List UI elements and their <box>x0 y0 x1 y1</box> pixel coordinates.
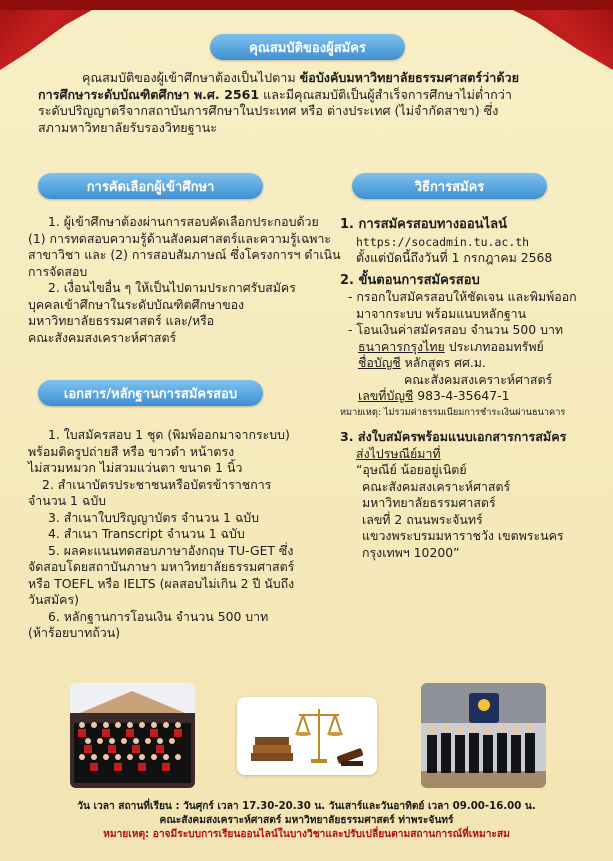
documents-line: 6. หลักฐานการโอนเงิน จำนวน 500 บาท <box>48 608 269 624</box>
footer <box>0 800 613 861</box>
footer-schedule: วัน เวลา สถานที่เรียน : วันศุกร์ เวลา 17.30-20.30 น. วันเสาร์และวันอาทิตย์ เวลา 09.00-16.00 น. <box>77 801 536 812</box>
intro-line-2: การศึกษาระดับบัณฑิตศึกษา พ.ศ. 2561 และมีคุณสมบัติเป็นผู้สำเร็จการศึกษาไม่ต่ำกว่า <box>38 86 512 102</box>
apply-step-3-sub: ส่งไปรษณีย์มาที่ <box>356 445 441 461</box>
law-scale-photo <box>237 697 377 775</box>
address-line: มหาวิทยาลัยธรรมศาสตร์ <box>362 495 496 510</box>
address-line: เลขที่ 2 ถนนพระจันทร์ <box>362 511 483 527</box>
selection-line: มหาวิทยาลัยธรรมศาสตร์ และ/หรือ <box>28 313 215 328</box>
intro-line-4: สภามหาวิทยาลัยรับรองวิทยฐานะ <box>38 119 218 135</box>
selection-line: บุคคลเข้าศึกษาในระดับบัณฑิตศึกษาของ <box>28 296 245 312</box>
group-photo <box>421 683 546 788</box>
address-line: คณะสังคมสงเคราะห์ศาสตร์ <box>362 478 511 494</box>
intro-line-3: ระดับปริญญาตรีจากสถาบันการศึกษาในประเทศ หรือ ต่างประเทศ (ไม่จำกัดสาขา) ซึ่ง <box>38 103 499 118</box>
account-name-line: ชื่อบัญชี หลักสูตร ศศ.ม. <box>358 355 486 370</box>
curtain-valance <box>0 0 613 10</box>
apply-step-3-heading: 3. ส่งใบสมัครพร้อมแนบเอกสารการสมัคร <box>340 429 567 444</box>
bank-line: ธนาคารกรุงไทย ประเภทออมทรัพย์ <box>358 338 544 354</box>
documents-line: พร้อมติดรูปถ่ายสี หรือ ขาวดำ หน้าตรง <box>28 443 235 459</box>
address-line: แขวงพระบรมมหาราชวัง เขตพระนคร <box>362 528 564 543</box>
apply-date: ตั้งแต่บัดนี้ถึงวันที่ 1 กรกฎาคม 2568 <box>356 250 553 265</box>
bank-fee-note: หมายเหตุ: ไม่รวมค่าธรรมเนียมการชำระเงินผ่านธนาคาร <box>340 406 566 418</box>
graduation-photo <box>70 683 195 788</box>
graduation-photo-art <box>70 683 195 788</box>
documents-title: เอกสาร/หลักฐานการสมัครสอบ <box>38 380 263 406</box>
selection-line: 1. ผู้เข้าศึกษาต้องผ่านการสอบคัดเลือกประกอบด้วย <box>48 214 319 229</box>
footer-note: หมายเหตุ: อาจมีระบบการเรียนออนไลน์ในบางวิชาและปรับเปลี่ยนตามสถานการณ์ที่เหมาะสม <box>103 829 510 840</box>
documents-line: จำนวน 1 ฉบับ <box>28 493 107 508</box>
selection-line: สาขาวิชา และ (2) การสอบสัมภาษณ์ ซึ่งโครงการฯ ดำเนิน <box>28 247 341 262</box>
intro-line-1: คุณสมบัติของผู้เข้าศึกษาต้องเป็นไปตาม ข้อบังคับมหาวิทยาลัยธรรมศาสตร์ว่าด้วย <box>82 70 519 85</box>
documents-line: หรือ TOEFL หรือ IELTS (ผลสอบไม่เกิน 2 ปี นับถึง <box>28 575 295 591</box>
documents-line: (ห้าร้อยบาทถ้วน) <box>28 625 121 640</box>
apply-step-2-line: มาจากระบบ พร้อมแนบหลักฐาน <box>356 305 527 321</box>
selection-list <box>28 214 341 346</box>
documents-line: วันสมัคร) <box>28 592 79 607</box>
documents-line: 5. ผลคะแนนทดสอบภาษาอังกฤษ TU-GET ซึ่ง <box>48 542 294 558</box>
footer-location: คณะสังคมสงเคราะห์ศาสตร์ มหาวิทยาลัยธรรมศาสตร์ ท่าพระจันทร์ <box>159 815 454 826</box>
address-line: กรุงเทพฯ 10200” <box>362 544 460 560</box>
apply-step-2-line: - กรอกใบสมัครสอบให้ชัดเจน และพิมพ์ออก <box>348 289 577 304</box>
documents-line: 4. สำเนา Transcript จำนวน 1 ฉบับ <box>48 526 245 541</box>
selection-line: 2. เงื่อนไขอื่น ๆ ให้เป็นไปตามประกาศรับสมัคร <box>48 280 296 295</box>
curtain-right <box>493 0 613 70</box>
qualifications-title: คุณสมบัติของผู้สมัคร <box>210 34 405 60</box>
documents-line: จัดสอบโดยสถาบันภาษา มหาวิทยาลัยธรรมศาสตร์ <box>28 559 295 574</box>
group-photo-art <box>421 683 546 788</box>
account-name-line-2: คณะสังคมสงเคราะห์ศาสตร์ <box>404 371 553 387</box>
curtain-left <box>0 0 110 70</box>
apply-steps <box>340 217 608 561</box>
selection-line: คณะสังคมสงเคราะห์ศาสตร์ <box>28 329 177 345</box>
address-line: “อุษณีย์ น้อยอยู่เนิตย์ <box>356 462 467 477</box>
intro-paragraph <box>38 70 578 136</box>
scale-and-gavel-icon <box>237 697 377 775</box>
documents-line: ไม่สวมหมวก ไม่สวมแว่นตา ขนาด 1 นิ้ว <box>28 460 243 475</box>
documents-list <box>28 427 333 642</box>
apply-url: https://socadmin.tu.ac.th <box>356 234 530 249</box>
selection-line: (1) การทดสอบความรู้ด้านสังคมศาสตร์และความรู้เฉพาะ <box>28 230 332 246</box>
documents-line: 1. ใบสมัครสอบ 1 ชุด (พิมพ์ออกมาจากระบบ) <box>48 427 290 442</box>
selection-title: การคัดเลือกผู้เข้าศึกษา <box>38 173 263 199</box>
documents-line: 3. สำเนาใบปริญญาบัตร จำนวน 1 ฉบับ <box>48 509 260 525</box>
apply-step-2-heading: 2. ขั้นตอนการสมัครสอบ <box>340 272 480 288</box>
account-number-line: เลขที่บัญชี 983-4-35647-1 <box>358 388 510 403</box>
documents-line: 2. สำเนาบัตรประชาชนหรือบัตรข้าราชการ <box>42 476 272 492</box>
apply-step-1-heading: 1. การสมัครสอบทางออนไลน์ <box>340 217 507 232</box>
selection-line: การจัดสอบ <box>28 263 88 279</box>
apply-step-2-line: - โอนเงินค่าสมัครสอบ จำนวน 500 บาท <box>348 322 564 337</box>
apply-title: วิธีการสมัคร <box>352 173 547 199</box>
